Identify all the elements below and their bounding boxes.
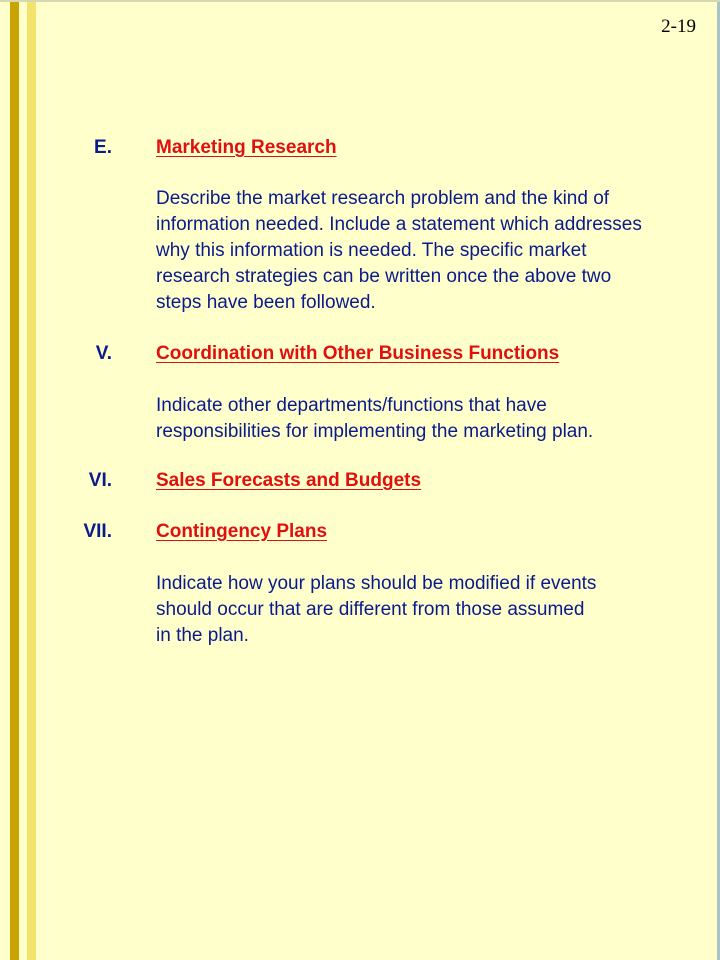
body-line: why this information is needed. The specific market bbox=[156, 240, 587, 261]
top-edge-border bbox=[0, 0, 720, 2]
left-accent-bar-light bbox=[27, 0, 36, 960]
body-line: Indicate how your plans should be modified if events bbox=[156, 573, 597, 594]
section-numeral: VII. bbox=[83, 521, 112, 542]
section-numeral: VI. bbox=[88, 470, 112, 491]
body-line: Describe the market research problem and the kind of bbox=[156, 188, 610, 209]
section-body bbox=[156, 571, 596, 649]
section-heading: Contingency Plans bbox=[156, 521, 328, 542]
body-line: should occur that are different from those assumed bbox=[156, 599, 585, 620]
section-body bbox=[156, 186, 642, 316]
left-accent-bar bbox=[10, 0, 19, 960]
body-line: information needed. Include a statement which addresses bbox=[156, 214, 642, 235]
body-line: in the plan. bbox=[156, 625, 249, 646]
section-heading: Coordination with Other Business Functions bbox=[156, 343, 560, 364]
body-line: Indicate other departments/functions that have bbox=[156, 395, 547, 416]
section-numeral: V. bbox=[95, 343, 112, 364]
body-line: responsibilities for implementing the marketing plan. bbox=[156, 421, 594, 442]
section-body bbox=[156, 393, 593, 445]
section-numeral: E. bbox=[94, 137, 112, 158]
page-number: 2-19 bbox=[661, 16, 696, 37]
body-line: steps have been followed. bbox=[156, 292, 376, 313]
section-heading: Sales Forecasts and Budgets bbox=[156, 470, 422, 491]
body-line: research strategies can be written once the above two bbox=[156, 266, 612, 287]
section-heading: Marketing Research bbox=[156, 137, 337, 158]
